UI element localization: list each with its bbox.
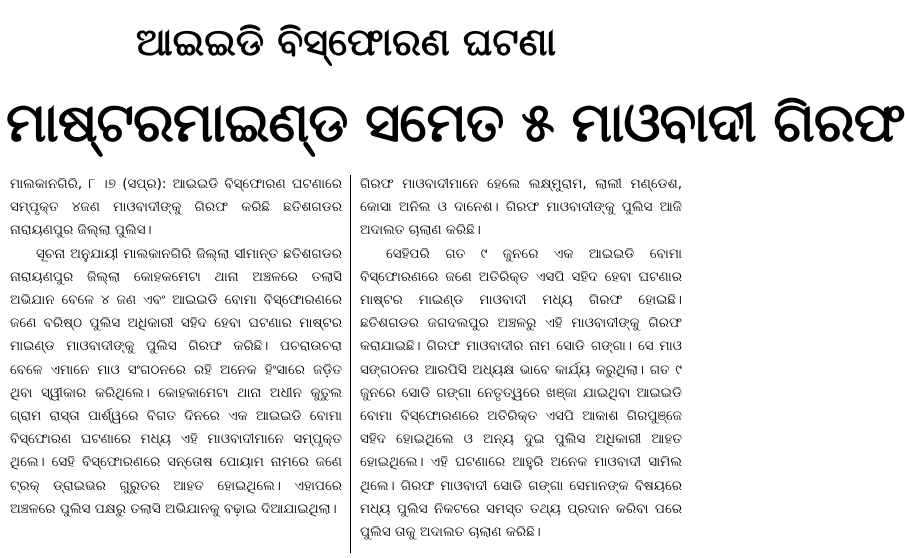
kicker-headline: ଆଇଇଡି ବିସ୍ଫୋରଣ ଘଟଣା xyxy=(135,20,557,64)
body-paragraph: ସୂଚନା ଅନୁଯାୟୀ ମାଲକାନଗିରି ଜିଲ୍ଲା ସୀମାନ୍ତ ଛତିଶଗଡର ନାରାୟଣପୁର ଜିଲ୍ଲା କୋହକମେଟା ଥାନା ଅଞ୍ଚଳରେ ତଲାସି ଅଭିଯାନ ବେଳେ ୪ ଜଣ ଏବଂ ଆଇଇଡି ବୋମା ବିସ୍ଫୋରଣରେ ଜଣେ ବରିଷ୍ଠ ପୁଲିସ ଅଧିକାରୀ ସହିଦ ହେବା ଘଟଣାର ମାଷ୍ଟର ମାଇଣ୍ଡ ମାଓବାଦୀଙ୍କୁ ପୁଲିସ ଗିରଫ କରିଛି। ପଚରାଉଚରା ବେଳେ ଏମାନେ ମାଓ ସଂଗଠନରେ ରହି ଅନେକ ହିଂସାରେ ଜଡ଼ିତ ଥିବା ସ୍ୱୀକାର କରିଥିଲେ। କୋହକାମେଟା ଥାନା ଅଧୀନ କୁତୁଲ ଗ୍ରାମ ରାସ୍ତା ପାର୍ଶ୍ୱରେ ବିଗତ ଦିନରେ ଏକ ଆଇଇଡି ବୋମା ବିସ୍ଫୋରଣ ଘଟଣାରେ ମଧ୍ୟ ଏହି ମାଓବାଦୀମାନେ ସମ୍ପୃକ୍ତ ଥିଲେ। ସେହି ବିସ୍ଫୋରଣରେ ସନ୍ତୋଷ ପୋୟାମ ନାମରେ ଜଣେ ଟ୍ରକ୍ ଡ୍ରାଇଭର ଗୁରୁତର ଆହତ ହୋଇଥିଲେ। ଏହାପରେ ଅଞ୍ଚଳରେ ପୁଲିସ ପକ୍ଷରୁ ତଲାସି ଅଭିଯାନକୁ ବଢ଼ାଇ ଦିଆଯାଇଥିଲା। xyxy=(10,245,342,517)
column-divider xyxy=(350,175,351,553)
left-column xyxy=(10,173,342,555)
right-column xyxy=(360,173,682,555)
body-paragraph: ଗିରଫ ମାଓବାଦୀମାନେ ହେଲେ ଲକ୍ଷ୍ମୁରାମ, ଲାଲୀ ମଣ୍ଡେଶ, କୋସା ଅନିଲ ଓ ଦାନେଶ। ଗିରଫ ମାଓବାଦୀଙ୍କୁ ପୁଲିସ ଆଜି ଅଦାଲତ ଚାଲାଣ କରିଛି। xyxy=(360,176,682,239)
main-headline: ମାଷ୍ଟରମାଇଣ୍ଡ ସମେତ ୫ ମାଓବାଦୀ ଗିରଫ xyxy=(6,91,905,154)
body-paragraph: ସେହିପରି ଗତ ୯ ଜୁନରେ ଏକ ଆଇଇଡି ବୋମା ବିସ୍ଫୋରଣରେ ଜଣେ ଅତିରିକ୍ତ ଏସପି ସହିଦ ହେବା ଘଟଣାର ମାଷ୍ଟର ମାଇଣ୍ଡ ମାଓବାଦୀ ମଧ୍ୟ ଗିରଫ ହୋଇଛି। ଛତିଶଗଡର ଜଗଦଲପୁର ଅଞ୍ଚଳରୁ ଏହି ମାଓବାଦୀଙ୍କୁ ଗିରଫ କରାଯାଇଛି। ଗିରଫ ମାଓବାଦୀର ନାମ ସୋଡି ଗଙ୍ଗା। ସେ ମାଓ ସଙ୍ଗଠନର ଆରପିସି ଅଧ୍ୟକ୍ଷ ଭାବେ କାର୍ଯ୍ୟ କରୁଥିଲା। ଗତ ୯ ଜୁନରେ ସୋଡି ଗଙ୍ଗା ନେତୃତ୍ୱରେ ଖଞ୍ଜା ଯାଇଥିବା ଆଇଇଡି ବୋମା ବିସ୍ଫୋରଣରେ ଅତିରିକ୍ତ ଏସପି ଆକାଶ ଗିରପୁଞ୍ଜେ ସହିଦ ହୋଇଥିଲେ ଓ ଅନ୍ୟ ଦୁଇ ପୁଲିସ ଅଧିକାରୀ ଆହତ ହୋଇଥିଲେ। ଏହି ଘଟଣାରେ ଆହୁରି ଅନେକ ମାଓବାଦୀ ସାମିଲ ଥିଲେ। ଗିରଫ ମାଓବାଦୀ ସୋଡି ଗଙ୍ଗା ସେମାନଙ୍କ ବିଷୟରେ ମଧ୍ୟ ପୁଲିସ ନିକଟରେ ସମସ୍ତ ତଥ୍ୟ ପ୍ରଦାନ କରିବା ପରେ ପୁଲିସ ତାକୁ ଅଦାଲତ ଚାଲାଣ କରିଛି। xyxy=(360,245,682,541)
dateline-paragraph: ମାଲକାନଗିରି, ୮ ।୭ (ସପ୍ର): ଆଇଇଡି ବିସ୍ଫୋରଣ ଘଟଣାରେ ସମ୍ପୃକ୍ତ ୪ଜଣ ମାଓବାଦୀଙ୍କୁ ଗିରଫ କରିଛି ଛତିଶଗଡର ନାରାୟଣପୁର ଜିଲ୍ଲା ପୁଲିସ। xyxy=(10,176,342,239)
